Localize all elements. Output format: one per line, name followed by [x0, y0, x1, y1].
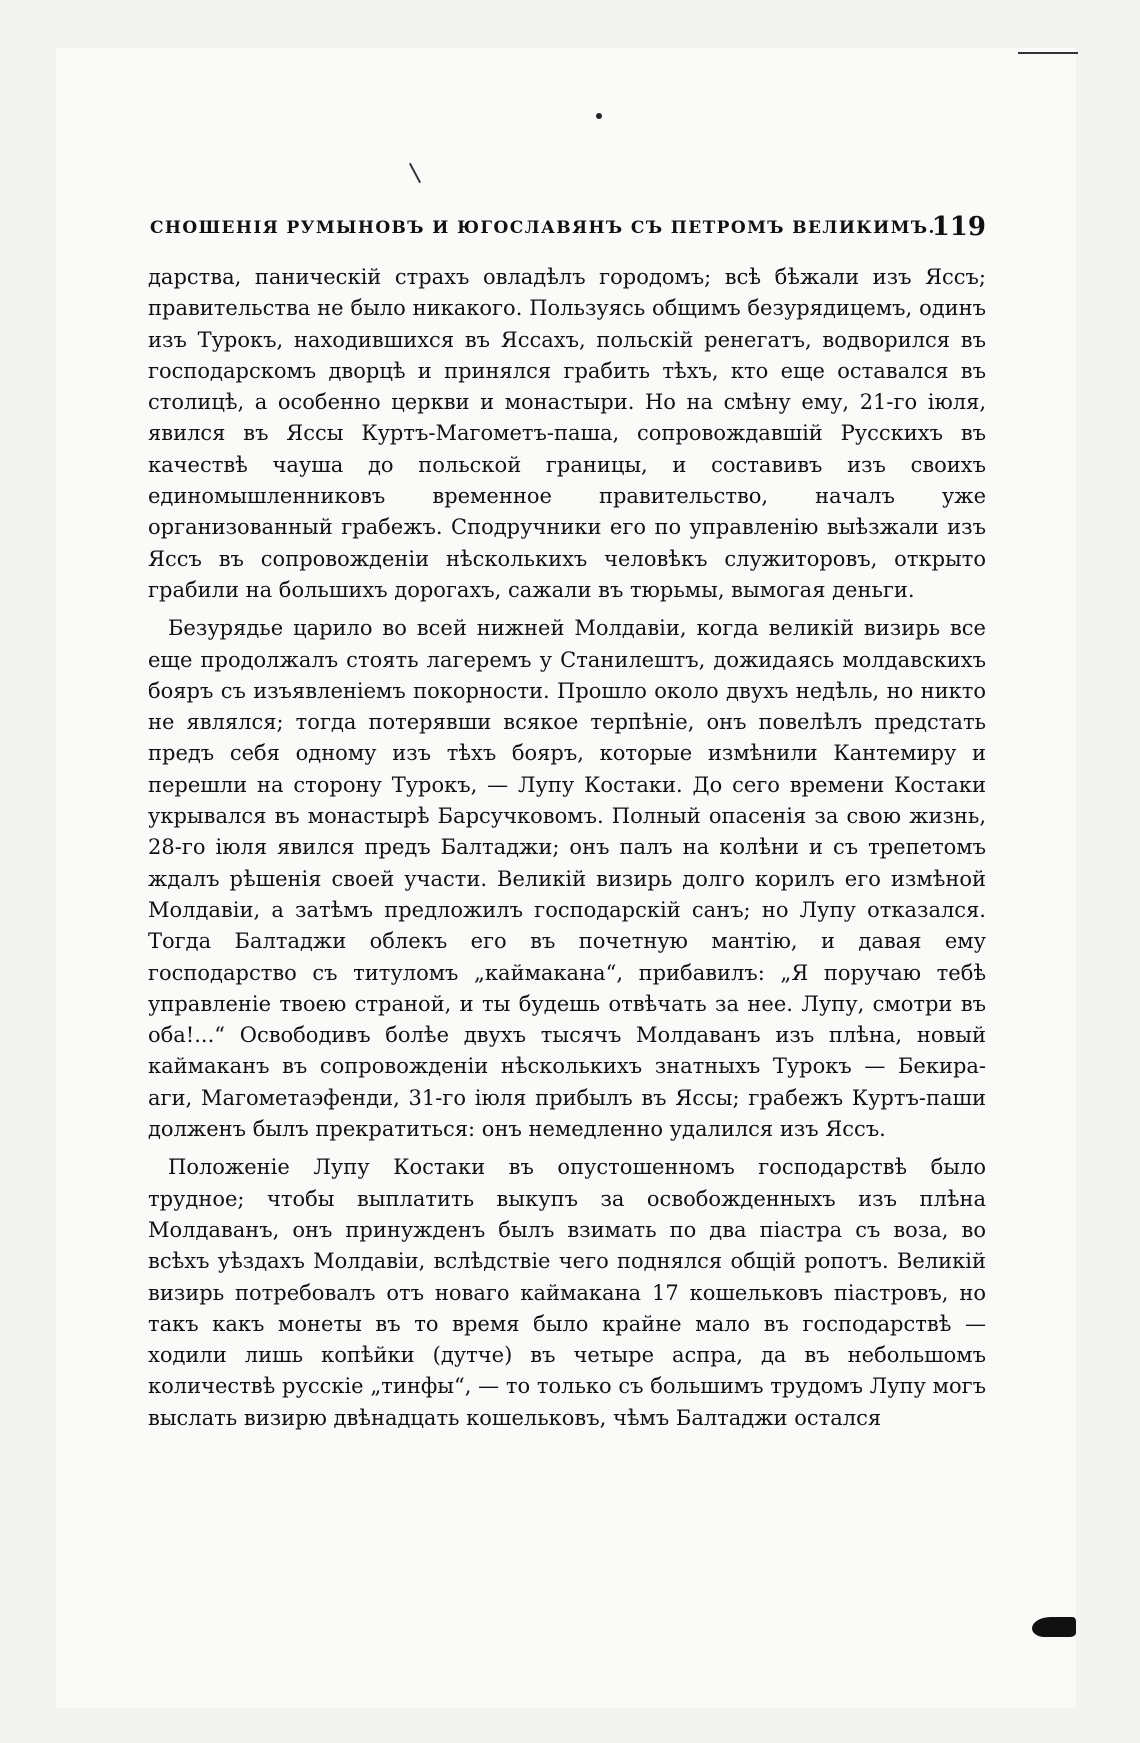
body-text [148, 262, 986, 1434]
paragraph-2: Безурядье царило во всей нижней Молдавіи, когда великій визирь все еще продолжалъ стоять лагеремъ у Станилештъ, дожидаясь молдавскихъ бояръ съ изъявленіемъ покорности. Прошло около двухъ недѣль, но никто не являлся; тогда потерявши всякое терпѣніе, онъ повелѣлъ предстать предъ себя одному изъ тѣхъ бояръ, которые измѣнили Кантемиру и перешли на сторону Турокъ, — Лупу Костаки. До сего времени Костаки укрывался въ монастырѣ Барсучковомъ. Полный опасенія за свою жизнь, 28-го іюля явился предъ Балтаджи; онъ палъ на колѣни и съ трепетомъ ждалъ рѣшенія своей участи. Великій визирь долго корилъ его измѣной Молдавіи, а затѣмъ предложилъ господарскій санъ; но Лупу отказался. Тогда Балтаджи облекъ его въ почетную мантію, и давая ему господарство съ титуломъ „каймакана“, прибавилъ: „Я поручаю тебѣ управленіе твоею страной, и ты будешь отвѣчать за нее. Лупу, смотри въ оба!...“ Освободивъ болѣе двухъ тысячъ Молдаванъ изъ плѣна, новый каймаканъ въ сопровожденіи нѣсколькихъ знатныхъ Турокъ — Бекира-аги, Магометаэфенди, 31-го іюля прибылъ въ Яссы; грабежъ Куртъ-паши долженъ былъ прекратиться: онъ немедленно удалился изъ Яссъ. [148, 616, 986, 1142]
paragraph-3: Положеніе Лупу Костаки въ опустошенномъ господарствѣ было трудное; чтобы выплатить выкупъ за освобожденныхъ изъ плѣна Молдаванъ, онъ принужденъ былъ взимать по два піастра съ воза, во всѣхъ уѣздахъ Молдавіи, вслѣдствіе чего поднялся общій ропотъ. Великій визирь потребовалъ отъ новаго каймакана 17 кошельковъ піастровъ, но такъ какъ монеты въ то время было крайне мало въ господарствѣ — ходили лишь копѣйки (дутче) въ четыре аспра, да въ небольшомъ количествѣ русскіе „тинфы“, — то только съ большимъ трудомъ Лупу могъ выслать визирю двѣнадцать кошельковъ, чѣмъ Балтаджи остался [148, 1155, 986, 1430]
running-head [150, 208, 986, 248]
running-title: СНОШЕНІЯ РУМЫНОВЪ И ЮГОСЛАВЯНЪ СЪ ПЕТРОМЪ ВЕЛИКИМЪ. [150, 218, 936, 238]
corner-rule-mark [1018, 52, 1078, 54]
paragraph-1: дарства, паническій страхъ овладѣлъ городомъ; всѣ бѣжали изъ Яссъ; правительства не было никакого. Пользуясь общимъ безурядицемъ, одинъ изъ Турокъ, находившихся въ Яссахъ, польскій ренегатъ, водворился въ господарскомъ дворцѣ и принялся грабить тѣхъ, кто еще оставался въ столицѣ, а особенно церкви и монастыри. Но на смѣну ему, 21-го іюля, явился въ Яссы Куртъ-Магометъ-паша, сопровождавшій Русскихъ въ качествѣ чауша до польской границы, и составивъ изъ своихъ единомышленниковъ временное правительство, началъ уже организованный грабежъ. Сподручники его по управленію выѣзжали изъ Яссъ въ сопровожденіи нѣсколькихъ человѣкъ служиторовъ, открыто грабили на большихъ дорогахъ, сажали въ тюрьмы, вымогая деньги. [148, 265, 986, 602]
page-number: 119 [931, 212, 986, 242]
ink-blot-mark [1032, 1617, 1076, 1637]
ink-dot-mark [596, 113, 602, 119]
